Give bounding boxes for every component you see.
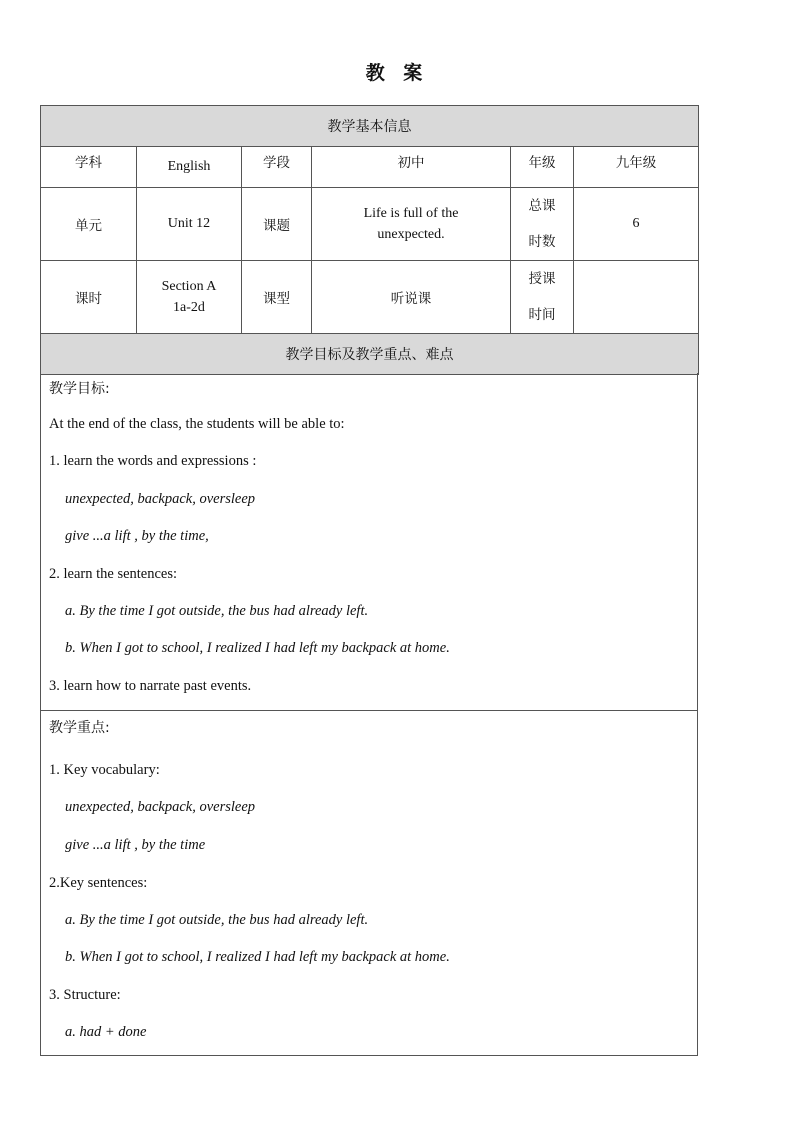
total-hours-value: 6: [574, 188, 699, 261]
key-points-heading: 教学重点:: [49, 720, 110, 736]
total-hours-label-line-2: 时数: [528, 234, 556, 250]
objectives-intro: At the end of the class, the students will be able to:: [49, 416, 345, 432]
basic-info-table: [40, 105, 699, 375]
document-title: 教 案: [365, 62, 429, 84]
period-value: [137, 261, 242, 334]
key-point-item-3: 3. Structure:: [49, 987, 121, 1003]
objective-item-2: 2. learn the sentences:: [49, 566, 178, 582]
objective-item-2-sentence-b: b. When I got to school, I realized I had left my backpack at home.: [65, 640, 450, 656]
objective-item-1: 1. learn the words and expressions :: [49, 453, 257, 469]
total-hours-label-line-1: 总课: [528, 198, 556, 214]
key-points-block: [40, 710, 698, 1056]
teaching-time-label-line-1: 授课: [528, 271, 556, 287]
objective-item-2-sentence-a: a. By the time I got outside, the bus had already left.: [65, 603, 369, 619]
objective-item-1-words: unexpected, backpack, oversleep: [65, 491, 256, 507]
key-point-item-2-sentence-a: a. By the time I got outside, the bus had already left.: [65, 912, 369, 928]
lesson-type-label: 课型: [242, 261, 312, 334]
grade-value: 九年级: [574, 147, 699, 188]
unit-label: 单元: [41, 188, 137, 261]
total-hours-label: [511, 188, 574, 261]
subject-value: English: [137, 147, 242, 188]
key-point-item-1-phrases: give ...a lift , by the time: [65, 837, 206, 853]
topic-line-1: Life is full of the: [363, 206, 459, 221]
key-point-item-2: 2.Key sentences:: [49, 875, 148, 891]
stage-value: 初中: [312, 147, 511, 188]
teaching-time-value: [574, 261, 699, 334]
teaching-time-label: [511, 261, 574, 334]
goals-header: 教学目标及教学重点、难点: [41, 334, 699, 375]
teaching-time-label-line-2: 时间: [528, 307, 556, 323]
objective-item-3: 3. learn how to narrate past events.: [49, 678, 252, 694]
grade-label: 年级: [511, 147, 574, 188]
key-point-item-3-structure: a. had + done: [65, 1024, 147, 1040]
objectives-block: [40, 373, 698, 711]
key-point-item-1-words: unexpected, backpack, oversleep: [65, 799, 256, 815]
key-point-item-2-sentence-b: b. When I got to school, I realized I had left my backpack at home.: [65, 949, 450, 965]
basic-info-header: 教学基本信息: [41, 106, 699, 147]
topic-line-2: unexpected.: [377, 227, 445, 242]
stage-label: 学段: [242, 147, 312, 188]
unit-value: Unit 12: [137, 188, 242, 261]
period-line-1: Section A: [161, 279, 217, 294]
lesson-type-value: 听说课: [312, 261, 511, 334]
period-label: 课时: [41, 261, 137, 334]
period-line-2: 1a-2d: [173, 300, 205, 315]
objectives-heading: 教学目标:: [49, 381, 110, 397]
subject-label: 学科: [41, 147, 137, 188]
key-point-item-1: 1. Key vocabulary:: [49, 762, 160, 778]
topic-value: [312, 188, 511, 261]
topic-label: 课题: [242, 188, 312, 261]
objective-item-1-phrases: give ...a lift , by the time,: [65, 528, 209, 544]
